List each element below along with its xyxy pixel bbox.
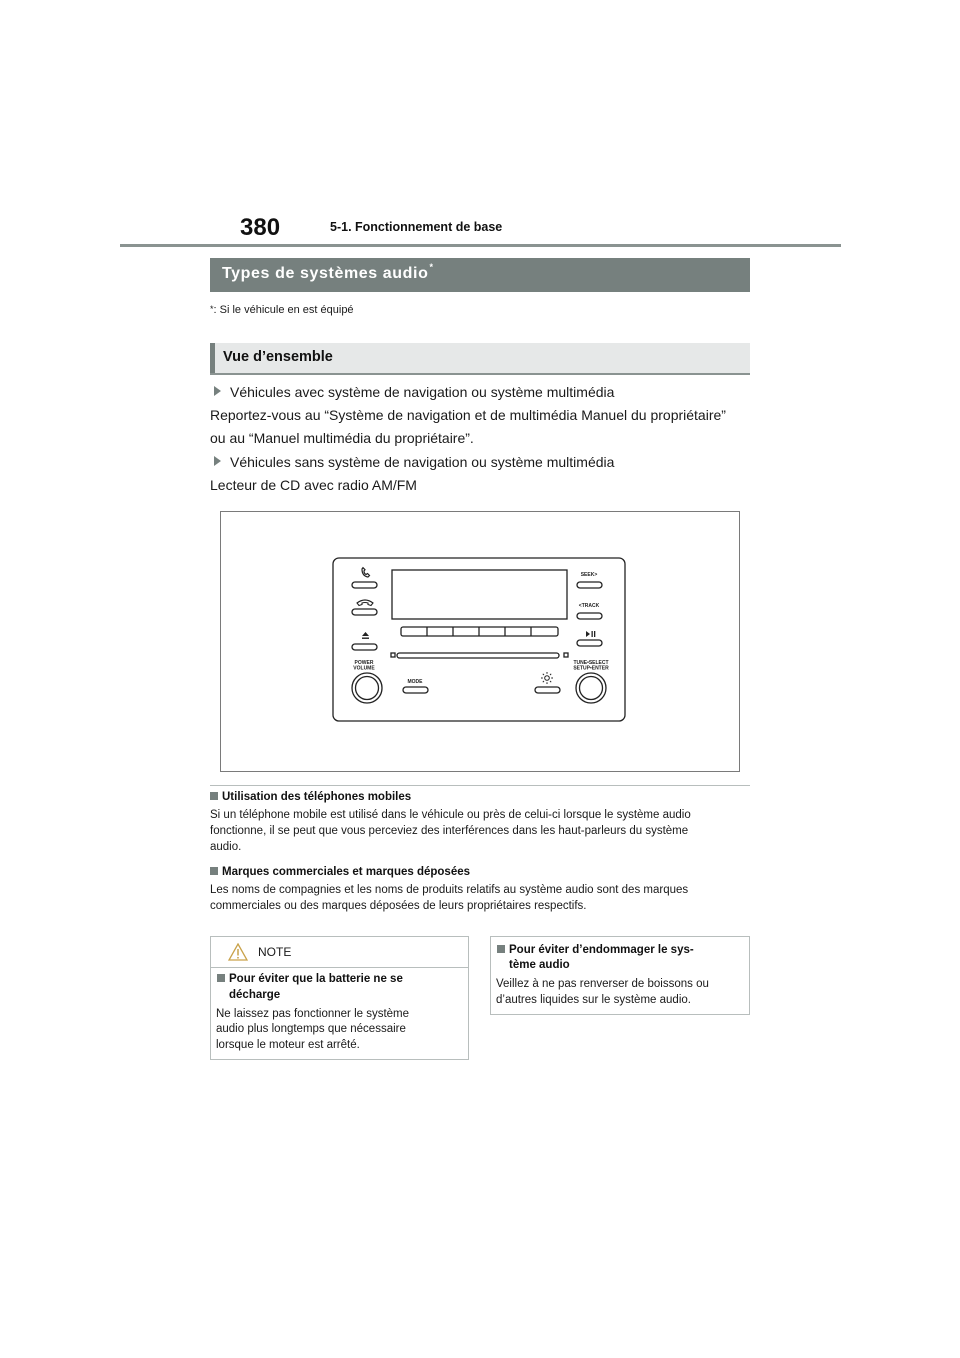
note-text-line3: lorsque le moteur est arrêté.: [216, 1039, 360, 1051]
bullet-navigation: [214, 384, 614, 400]
play-pause-icon: [586, 631, 595, 637]
mobile-phones-line3: audio.: [210, 841, 242, 853]
mobile-phones-heading-text: Utilisation des téléphones mobiles: [222, 791, 412, 803]
footnote-asterisk: *: [210, 304, 214, 314]
note-box: [210, 936, 469, 1060]
brightness-icon: [541, 672, 553, 684]
note-text-line2: audio plus longtemps que nécessaire: [216, 1023, 406, 1035]
damage-heading-line1-text: Pour éviter d’endommager le sys-: [509, 944, 694, 956]
bullet-navigation-text: Véhicules avec système de navigation ou système multimédia: [230, 384, 615, 400]
section-heading-text: Types de systèmes audio: [222, 265, 429, 282]
square-bullet-icon: [497, 945, 505, 953]
trademarks-heading-text: Marques commerciales et marques déposées: [222, 866, 471, 878]
seek-label: SEEK>: [580, 572, 598, 578]
section-heading-bar: [210, 258, 750, 292]
note-heading-line2: décharge: [229, 989, 281, 1001]
subheading-bar: [210, 343, 750, 375]
tune-select-label: TUNE•SELECT: [573, 660, 609, 666]
eject-icon: [362, 632, 369, 639]
section-heading: [222, 262, 434, 283]
triangle-bullet-icon: [214, 456, 221, 466]
audio-unit-figure: [220, 511, 740, 772]
audio-unit-illustration: [221, 512, 739, 771]
note-label: NOTE: [258, 945, 292, 959]
mobile-phones-line2: fonctionne, il se peut que vous perceviez des interférences dans les haut-parleurs du système: [210, 825, 689, 837]
mobile-phones-line1: Si un téléphone mobile est utilisé dans le véhicule ou près de celui-ci lorsque le système audio: [210, 809, 691, 821]
damage-heading-line1: [497, 943, 694, 959]
page-number: 380: [240, 214, 281, 241]
square-bullet-icon: [210, 792, 218, 800]
note-divider: [211, 967, 468, 968]
square-bullet-icon: [217, 974, 225, 982]
bullet-no-navigation-text: Véhicules sans système de navigation ou système multimédia: [230, 454, 615, 470]
section-title: 5-1. Fonctionnement de base: [330, 220, 503, 234]
figure-divider: [210, 785, 750, 786]
track-label: <TRACK: [578, 603, 600, 609]
power-label: POWER: [354, 660, 374, 666]
damage-box: [490, 936, 750, 1015]
header-divider: [120, 244, 841, 247]
damage-heading-line2: tème audio: [509, 959, 570, 971]
hang-up-icon: [357, 600, 373, 606]
footnote: [210, 304, 354, 316]
heading-asterisk: *: [429, 262, 434, 272]
subheading-accent: [210, 343, 215, 373]
bullet-no-navigation: [214, 454, 614, 470]
damage-text-line2: d’autres liquides sur le système audio.: [496, 994, 691, 1006]
note-heading-line1: [217, 972, 403, 988]
note-heading-line1-text: Pour éviter que la batterie ne se: [229, 973, 403, 985]
footnote-text: : Si le véhicule en est équipé: [213, 304, 354, 316]
paragraph-reference-line2: ou au “Manuel multimédia du propriétaire”.: [210, 430, 474, 446]
setup-enter-label: SETUP•ENTER: [573, 665, 609, 672]
subheading: Vue d’ensemble: [223, 349, 333, 365]
note-text-line1: Ne laissez pas fonctionner le système: [216, 1008, 410, 1020]
mobile-phones-heading: [210, 791, 411, 803]
phone-icon: [362, 568, 370, 577]
volume-label: VOLUME: [353, 665, 375, 672]
trademarks-heading: [210, 866, 470, 878]
paragraph-cd-player: Lecteur de CD avec radio AM/FM: [210, 477, 417, 493]
square-bullet-icon: [210, 867, 218, 875]
trademarks-line1: Les noms de compagnies et les noms de produits relatifs au système audio sont des marques: [210, 884, 689, 896]
triangle-bullet-icon: [214, 386, 221, 396]
mode-label: MODE: [407, 679, 423, 685]
damage-text-line1: Veillez à ne pas renverser de boissons ou: [496, 978, 709, 990]
paragraph-reference-line1: Reportez-vous au “Système de navigation et de multimédia Manuel du propriétaire”: [210, 407, 726, 423]
trademarks-line2: commerciales ou des marques déposées de leurs propriétaires respectifs.: [210, 900, 587, 912]
warning-triangle-icon: [228, 943, 248, 961]
